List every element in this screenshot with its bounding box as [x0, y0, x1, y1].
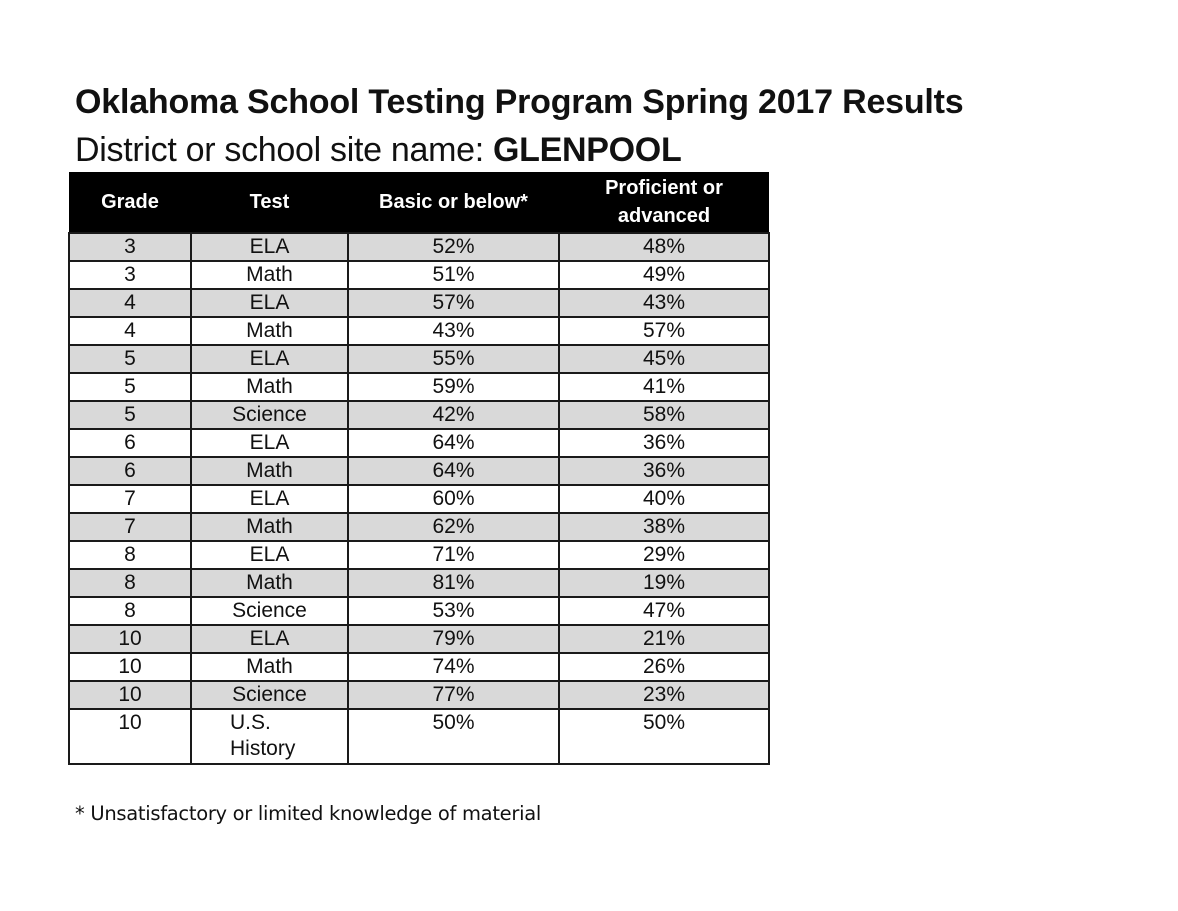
test-cell: ELA — [191, 289, 348, 317]
test-cell: ELA — [191, 429, 348, 457]
proficient-or-advanced-cell: 19% — [559, 569, 769, 597]
grade-cell: 6 — [69, 457, 191, 485]
test-cell: U.S. History — [191, 709, 348, 764]
basic-or-below-cell: 57% — [348, 289, 559, 317]
proficient-or-advanced-cell: 49% — [559, 261, 769, 289]
basic-or-below-cell: 42% — [348, 401, 559, 429]
grade-cell: 10 — [69, 625, 191, 653]
grade-cell: 10 — [69, 681, 191, 709]
header-proficient-or-advanced: Proficient or advanced — [559, 172, 769, 233]
basic-or-below-cell: 55% — [348, 345, 559, 373]
grade-cell: 8 — [69, 569, 191, 597]
proficient-or-advanced-cell: 48% — [559, 233, 769, 261]
basic-or-below-cell: 60% — [348, 485, 559, 513]
grade-cell: 3 — [69, 261, 191, 289]
test-cell: Math — [191, 317, 348, 345]
grade-cell: 8 — [69, 597, 191, 625]
basic-or-below-cell: 52% — [348, 233, 559, 261]
proficient-or-advanced-cell: 45% — [559, 345, 769, 373]
proficient-or-advanced-cell: 21% — [559, 625, 769, 653]
footnote: * Unsatisfactory or limited knowledge of material — [75, 802, 541, 825]
table-row — [69, 317, 769, 345]
basic-or-below-cell: 74% — [348, 653, 559, 681]
grade-cell: 5 — [69, 401, 191, 429]
test-cell: Science — [191, 681, 348, 709]
table-row — [69, 289, 769, 317]
test-cell: ELA — [191, 345, 348, 373]
grade-cell: 7 — [69, 513, 191, 541]
basic-or-below-cell: 81% — [348, 569, 559, 597]
table-row — [69, 485, 769, 513]
grade-cell: 5 — [69, 345, 191, 373]
test-cell: Math — [191, 653, 348, 681]
test-cell: Science — [191, 597, 348, 625]
proficient-or-advanced-cell: 50% — [559, 709, 769, 764]
table-row — [69, 261, 769, 289]
basic-or-below-cell: 53% — [348, 597, 559, 625]
site-name-line — [75, 131, 681, 170]
grade-cell: 10 — [69, 653, 191, 681]
test-cell: Math — [191, 261, 348, 289]
proficient-or-advanced-cell: 36% — [559, 457, 769, 485]
basic-or-below-cell: 71% — [348, 541, 559, 569]
proficient-or-advanced-cell: 41% — [559, 373, 769, 401]
table-row — [69, 401, 769, 429]
table-row — [69, 681, 769, 709]
basic-or-below-cell: 64% — [348, 429, 559, 457]
proficient-or-advanced-cell: 57% — [559, 317, 769, 345]
site-name-label: District or school site name: — [75, 131, 494, 169]
table-row — [69, 457, 769, 485]
table-row — [69, 625, 769, 653]
grade-cell: 7 — [69, 485, 191, 513]
test-cell: Math — [191, 569, 348, 597]
test-cell: Science — [191, 401, 348, 429]
test-cell: ELA — [191, 233, 348, 261]
basic-or-below-cell: 59% — [348, 373, 559, 401]
test-cell: ELA — [191, 625, 348, 653]
table-row — [69, 345, 769, 373]
basic-or-below-cell: 77% — [348, 681, 559, 709]
header-test: Test — [191, 172, 348, 233]
test-cell: ELA — [191, 541, 348, 569]
table-row — [69, 513, 769, 541]
table-row — [69, 541, 769, 569]
basic-or-below-cell: 50% — [348, 709, 559, 764]
proficient-or-advanced-cell: 36% — [559, 429, 769, 457]
header-grade: Grade — [69, 172, 191, 233]
proficient-or-advanced-cell: 23% — [559, 681, 769, 709]
grade-cell: 8 — [69, 541, 191, 569]
basic-or-below-cell: 64% — [348, 457, 559, 485]
proficient-or-advanced-cell: 47% — [559, 597, 769, 625]
table-header-row — [69, 172, 769, 233]
basic-or-below-cell: 79% — [348, 625, 559, 653]
grade-cell: 4 — [69, 289, 191, 317]
proficient-or-advanced-cell: 38% — [559, 513, 769, 541]
basic-or-below-cell: 43% — [348, 317, 559, 345]
proficient-or-advanced-cell: 40% — [559, 485, 769, 513]
table-row — [69, 709, 769, 764]
test-cell: ELA — [191, 485, 348, 513]
test-cell: Math — [191, 373, 348, 401]
basic-or-below-cell: 62% — [348, 513, 559, 541]
grade-cell: 3 — [69, 233, 191, 261]
proficient-or-advanced-cell: 43% — [559, 289, 769, 317]
grade-cell: 10 — [69, 709, 191, 764]
grade-cell: 4 — [69, 317, 191, 345]
page-title: Oklahoma School Testing Program Spring 2017 Results — [75, 83, 964, 121]
site-name-value: GLENPOOL — [493, 131, 682, 169]
proficient-or-advanced-cell: 26% — [559, 653, 769, 681]
test-cell: Math — [191, 457, 348, 485]
table-row — [69, 373, 769, 401]
header-basic-or-below: Basic or below* — [348, 172, 559, 233]
table-row — [69, 569, 769, 597]
basic-or-below-cell: 51% — [348, 261, 559, 289]
proficient-or-advanced-cell: 58% — [559, 401, 769, 429]
table-row — [69, 233, 769, 261]
test-cell: Math — [191, 513, 348, 541]
table-row — [69, 429, 769, 457]
results-table — [68, 172, 770, 765]
grade-cell: 6 — [69, 429, 191, 457]
proficient-or-advanced-cell: 29% — [559, 541, 769, 569]
table-body — [69, 233, 769, 764]
grade-cell: 5 — [69, 373, 191, 401]
table-row — [69, 597, 769, 625]
table-row — [69, 653, 769, 681]
